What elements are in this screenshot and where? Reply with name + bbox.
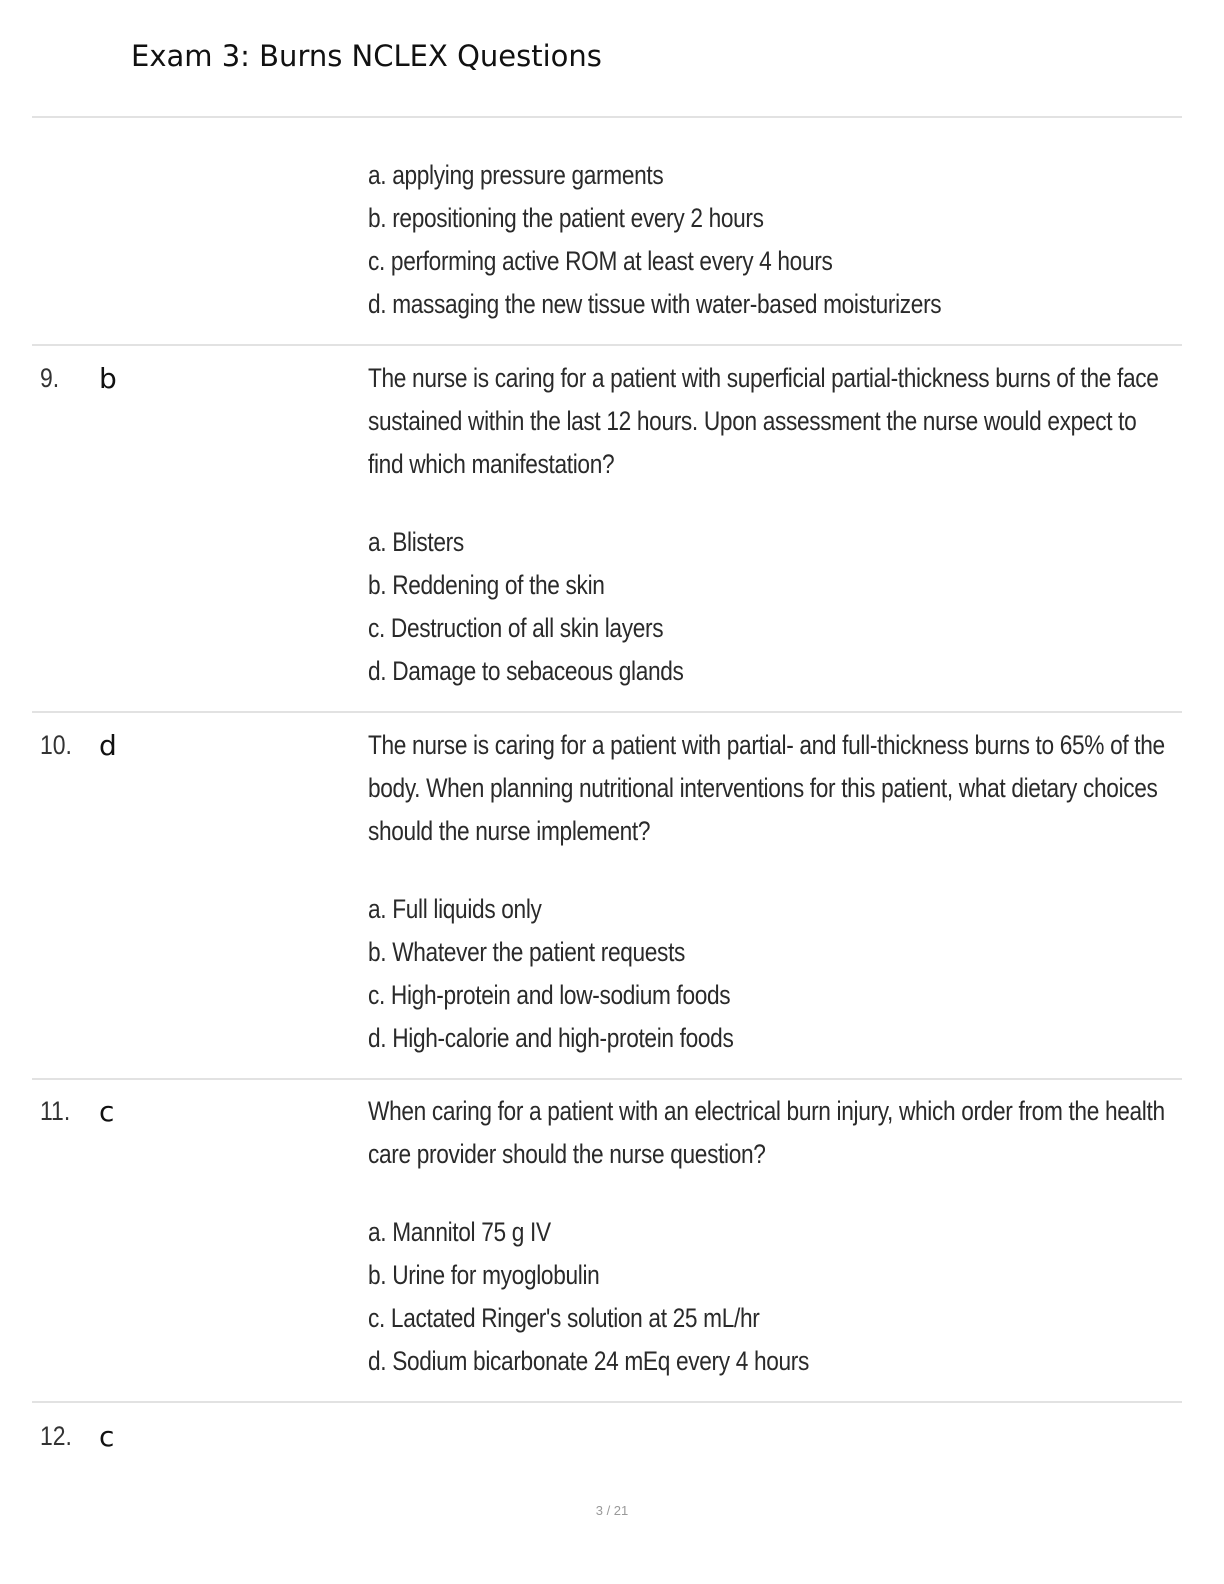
question-stem — [368, 357, 1168, 486]
option-line: a. Full liquids only — [368, 894, 542, 924]
stem-line: The nurse is caring for a patient with partial- and full-thickness burns to 65% of the — [368, 730, 1165, 760]
stem-line: body. When planning nutritional interventions for this patient, what dietary choices — [368, 773, 1158, 803]
stem-line: The nurse is caring for a patient with superficial partial-thickness burns of the face — [368, 363, 1159, 393]
option-line: b. repositioning the patient every 2 hours — [368, 203, 764, 233]
page-number: 3 / 21 — [595, 1503, 629, 1518]
question-answer: c — [99, 1095, 115, 1128]
option-line: a. applying pressure garments — [368, 160, 664, 190]
question-number: 10. — [40, 730, 72, 760]
stem-line: care provider should the nurse question? — [368, 1139, 766, 1169]
question-number: 12. — [40, 1421, 72, 1451]
question-number: 11. — [40, 1096, 71, 1126]
option-line: b. Whatever the patient requests — [368, 937, 686, 967]
question-options — [368, 1211, 1168, 1383]
page-title: Exam 3: Burns NCLEX Questions — [131, 39, 602, 73]
option-line: d. Damage to sebaceous glands — [368, 656, 684, 686]
question-divider — [32, 1078, 1182, 1080]
stem-line: should the nurse implement? — [368, 816, 651, 846]
question-divider — [32, 1401, 1182, 1403]
option-line: c. Destruction of all skin layers — [368, 613, 664, 643]
question-answer: d — [99, 729, 117, 762]
question-options — [368, 521, 1168, 693]
question-stem — [368, 724, 1168, 853]
stem-line: When caring for a patient with an electrical burn injury, which order from the health — [368, 1096, 1165, 1126]
question-answer: c — [99, 1420, 115, 1453]
question-options — [368, 888, 1168, 1060]
question-number: 9. — [40, 363, 60, 393]
question-answer: b — [99, 362, 117, 395]
stem-line: sustained within the last 12 hours. Upon assessment the nurse would expect to — [368, 406, 1137, 436]
option-line: d. massaging the new tissue with water-based moisturizers — [368, 289, 942, 319]
option-line: a. Mannitol 75 g IV — [368, 1217, 551, 1247]
option-line: b. Urine for myoglobulin — [368, 1260, 600, 1290]
question-divider — [32, 344, 1182, 346]
question-stem — [368, 1090, 1168, 1176]
option-line: d. Sodium bicarbonate 24 mEq every 4 hours — [368, 1346, 810, 1376]
option-line: a. Blisters — [368, 527, 464, 557]
header-divider — [32, 116, 1182, 118]
option-line: b. Reddening of the skin — [368, 570, 605, 600]
stem-line: find which manifestation? — [368, 449, 615, 479]
carryover-options — [368, 154, 1168, 326]
option-line: c. High-protein and low-sodium foods — [368, 980, 731, 1010]
option-line: c. performing active ROM at least every 4 hours — [368, 246, 833, 276]
option-line: d. High-calorie and high-protein foods — [368, 1023, 734, 1053]
option-line: c. Lactated Ringer's solution at 25 mL/hr — [368, 1303, 760, 1333]
question-divider — [32, 711, 1182, 713]
